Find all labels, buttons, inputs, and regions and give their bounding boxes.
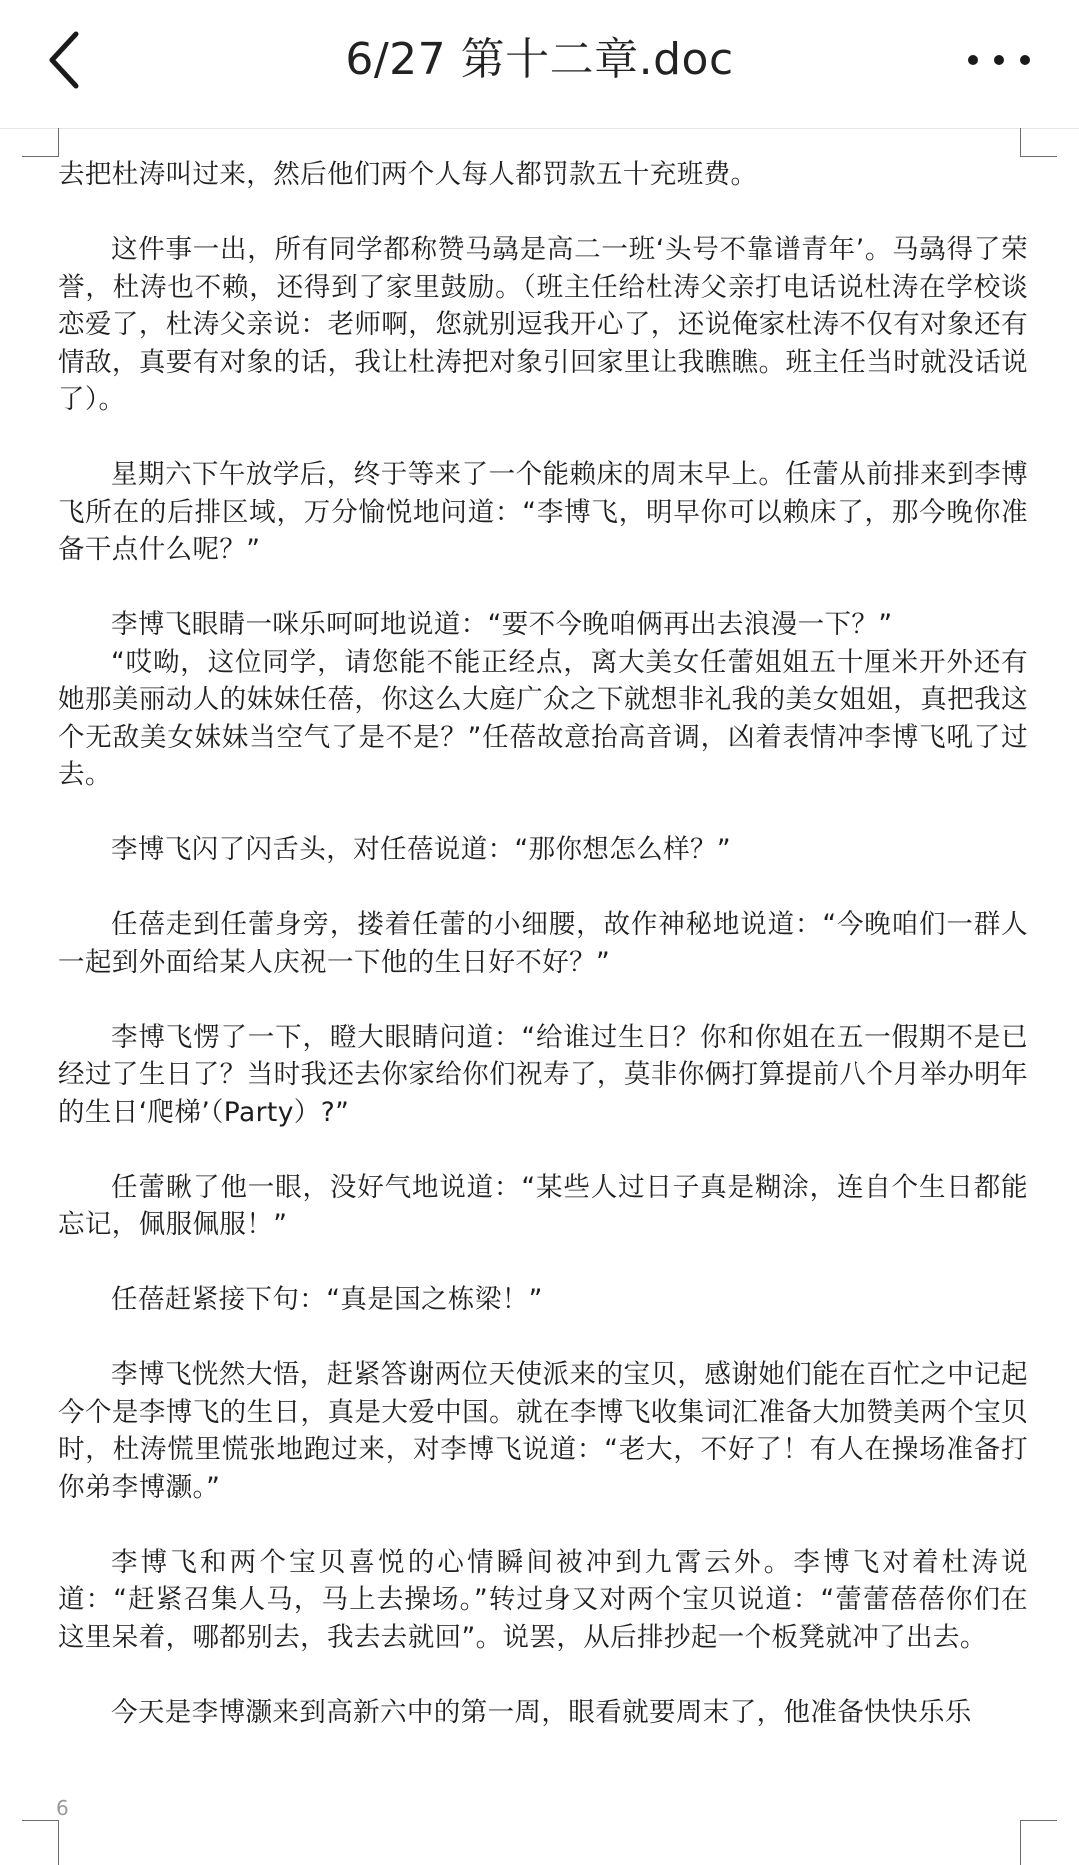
paragraph: 任蓓走到任蕾身旁，搂着任蕾的小细腰，故作神秘地说道：“今晚咱们一群人一起到外面给某人庆祝一下他的生日好不好？” <box>58 909 1028 978</box>
page-number: 6 <box>56 1796 69 1820</box>
paragraph: 去把杜涛叫过来，然后他们两个人每人都罚款五十充班费。 <box>58 159 758 190</box>
page-corner-mark-top-left <box>22 128 59 157</box>
paragraph: 这件事一出，所有同学都称赞马骉是高二一班‘头号不靠谱青年’。马骉得了荣誉，杜涛也不赖，还得到了家里鼓励。（班主任给杜涛父亲打电话说杜涛在学校谈恋爱了，杜涛父亲说：老师啊，您就别逗我开心了，还说俺家杜涛不仅有对象还有情敌，真要有对象的话，我让杜涛把对象引回家里让我瞧瞧。班主任当时就没话说了）。 <box>58 234 1028 415</box>
page-corner-mark-top-right <box>1020 128 1057 157</box>
paragraph: 任蕾瞅了他一眼，没好气地说道：“某些人过日子真是糊涂，连自个生日都能忘记，佩服佩服！” <box>58 1171 1028 1240</box>
paragraph: 李博飞闪了闪舌头，对任蓓说道：“那你想怎么样？” <box>111 834 732 865</box>
page-corner-mark-bottom-left <box>22 1820 59 1865</box>
paragraph: “哎呦，这位同学，请您能不能正经点，离大美女任蕾姐姐五十厘米开外还有她那美丽动人的妹妹任蓓，你这么大庭广众之下就想非礼我的美女姐姐，真把我这个无敌美女妹妹当空气了是不是？”任蓓故意抬高音调，凶着表情冲李博飞吼了过去。 <box>58 646 1028 790</box>
page-corner-mark-bottom-right <box>1020 1820 1057 1865</box>
top-bar <box>0 0 1079 129</box>
more-options-button[interactable] <box>959 30 1039 90</box>
document-title: 6/27 第十二章.doc <box>345 34 734 85</box>
paragraph: 李博飞和两个宝贝喜悦的心情瞬间被冲到九霄云外。李博飞对着杜涛说道：“赶紧召集人马，马上去操场。”转过身又对两个宝贝说道：“蕾蕾蓓蓓你们在这里呆着，哪都别去，我去去就回”。说罢，从后排抄起一个板凳就冲了出去。 <box>58 1546 1028 1653</box>
paragraph: 李博飞恍然大悟，赶紧答谢两位天使派来的宝贝，感谢她们能在百忙之中记起今个是李博飞的生日，真是大爱中国。就在李博飞收集词汇准备大加赞美两个宝贝时，杜涛慌里慌张地跑过来，对李博飞说道：“老大，不好了！有人在操场准备打你弟李博灏。” <box>58 1359 1028 1503</box>
more-horizontal-icon <box>959 30 1039 90</box>
document-body[interactable] <box>58 156 1028 1756</box>
paragraph: 李博飞愣了一下，瞪大眼睛问道：“给谁过生日？你和你姐在五一假期不是已经过了生日了？当时我还去你家给你们祝寿了，莫非你俩打算提前八个月举办明年的生日‘爬梯’（Party）?” <box>58 1021 1028 1128</box>
paragraph: 星期六下午放学后，终于等来了一个能赖床的周末早上。任蕾从前排来到李博飞所在的后排区域，万分愉悦地问道：“李博飞，明早你可以赖床了，那今晚你准备干点什么呢？” <box>58 459 1028 565</box>
paragraph: 今天是李博灏来到高新六中的第一周，眼看就要周末了，他准备快快乐乐 <box>111 1696 972 1728</box>
paragraph: 任蓓赶紧接下句：“真是国之栋梁！” <box>111 1284 543 1315</box>
paragraph: 李博飞眼睛一咪乐呵呵地说道：“要不今晚咱俩再出去浪漫一下？” <box>111 609 893 640</box>
